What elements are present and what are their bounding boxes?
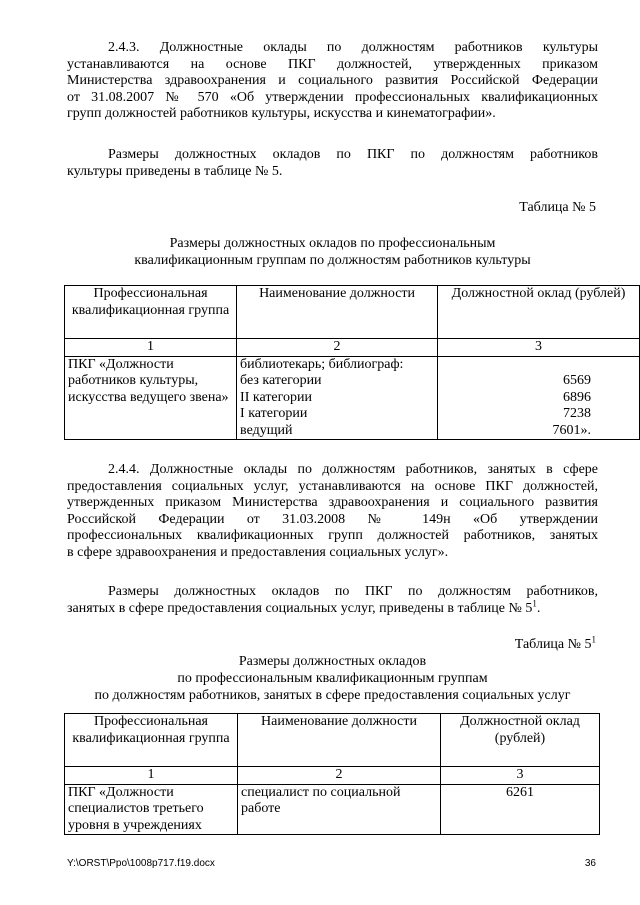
header-cell: Наименование должности bbox=[237, 286, 438, 339]
table-5 bbox=[64, 285, 640, 440]
superscript: 1 bbox=[532, 597, 537, 608]
footer-file-path: Y:\ORST\Ppo\1008p717.f19.docx bbox=[67, 858, 215, 869]
table5-label: Таблица № 5 bbox=[519, 200, 596, 215]
header-cell: Наименование должности bbox=[238, 714, 441, 767]
position: ведущий bbox=[240, 422, 293, 438]
text-line: утвержденных приказом Министерства здравоохранения и социального развития bbox=[67, 495, 598, 510]
table51-label bbox=[514, 634, 596, 653]
header-cell: Должностной оклад (рублей) bbox=[438, 286, 640, 339]
salary: 6569 bbox=[563, 373, 591, 388]
header-cell: Профессиональная квалификационная группа bbox=[65, 286, 237, 339]
text-line: Размеры должностных окладов по ПКГ по должностям работников, bbox=[108, 584, 598, 599]
column-number: 2 bbox=[237, 339, 438, 357]
header-cell: Профессиональная квалификационная группа bbox=[65, 714, 238, 767]
table51-caption bbox=[40, 653, 625, 704]
paragraph-table51-ref bbox=[67, 584, 598, 617]
salary-cell: 6261 bbox=[441, 784, 600, 835]
caption-line: по должностям работников, занятых в сфере предоставления социальных услуг bbox=[94, 688, 571, 703]
text-line: групп должностей работников культуры, искусства и кинематографии». bbox=[67, 106, 496, 121]
paragraph-2-4-4 bbox=[67, 462, 598, 561]
column-number-row bbox=[65, 339, 640, 357]
text-line: предоставления социальных услуг, устанавливаются на основе ПКГ должностей, bbox=[67, 478, 598, 494]
caption-line: Размеры должностных окладов по профессиональным bbox=[169, 236, 496, 251]
table-row bbox=[65, 356, 640, 440]
salary: 6896 bbox=[563, 389, 591, 405]
column-number: 1 bbox=[65, 339, 237, 357]
paragraph-table5-ref bbox=[67, 147, 598, 180]
header-cell: Должностной оклад (рублей) bbox=[441, 714, 600, 767]
position: библиотекарь; библиограф: bbox=[240, 356, 404, 372]
text-line: культуры приведены в таблице № 5. bbox=[67, 163, 283, 179]
table-row bbox=[65, 784, 600, 835]
group-cell: ПКГ «Должности работников культуры, искусства ведущего звена» bbox=[65, 356, 237, 440]
salary: 7601». bbox=[552, 422, 591, 438]
text-line: 2.4.4. Должностные оклады по должностям работников, занятых в сфере bbox=[108, 462, 598, 477]
caption-line: по профессиональным квалификационным группам bbox=[177, 671, 488, 686]
text-line: от 31.08.2007 № 570 «Об утверждении профессиональных квалификационных bbox=[67, 89, 598, 105]
text-span: занятых в сфере предоставления социальных услуг, приведены в таблице № 5 bbox=[67, 600, 533, 616]
text-line: в сфере здравоохранения и предоставления социальных услуг». bbox=[67, 544, 449, 560]
paragraph-2-4-3 bbox=[67, 40, 598, 123]
group-cell: ПКГ «Должности специалистов третьего уровня в учреждениях bbox=[65, 784, 238, 835]
table-header-row bbox=[65, 714, 600, 767]
table-5-1 bbox=[64, 713, 600, 835]
column-number: 3 bbox=[441, 767, 600, 785]
label-text: Таблица № 5 bbox=[514, 637, 592, 652]
position-cell bbox=[237, 356, 438, 440]
text-line: Размеры должностных окладов по ПКГ по должностям работников bbox=[108, 147, 598, 162]
salary-cell bbox=[438, 356, 640, 440]
superscript: 1 bbox=[591, 634, 596, 645]
column-number-row bbox=[65, 767, 600, 785]
caption-line: Размеры должностных окладов bbox=[238, 654, 427, 669]
text-line: профессиональных квалификационных групп должностей работников, занятых bbox=[67, 528, 598, 543]
column-number: 2 bbox=[238, 767, 441, 785]
column-number: 1 bbox=[65, 767, 238, 785]
text-span: . bbox=[536, 600, 541, 616]
text-line: 2.4.3. Должностные оклады по должностям работников культуры bbox=[108, 40, 598, 55]
text-line: устанавливаются на основе ПКГ должностей, утвержденных приказом bbox=[67, 56, 598, 72]
position-cell: специалист по социальной работе bbox=[238, 784, 441, 835]
position: II категории bbox=[240, 389, 313, 405]
salary: 7238 bbox=[563, 406, 591, 421]
column-number: 3 bbox=[438, 339, 640, 357]
position: I категории bbox=[240, 406, 308, 421]
table-header-row bbox=[65, 286, 640, 339]
position: без категории bbox=[240, 373, 322, 388]
text-line: Министерства здравоохранения и социального развития Российской Федерации bbox=[67, 73, 598, 88]
table5-caption bbox=[40, 235, 625, 269]
page-number: 36 bbox=[584, 858, 596, 869]
text-line: Российской Федерации от 31.03.2008 № 149н «Об утверждении bbox=[67, 511, 598, 527]
caption-line: квалификационным группам по должностям работников культуры bbox=[134, 253, 531, 268]
text-line bbox=[67, 597, 598, 618]
